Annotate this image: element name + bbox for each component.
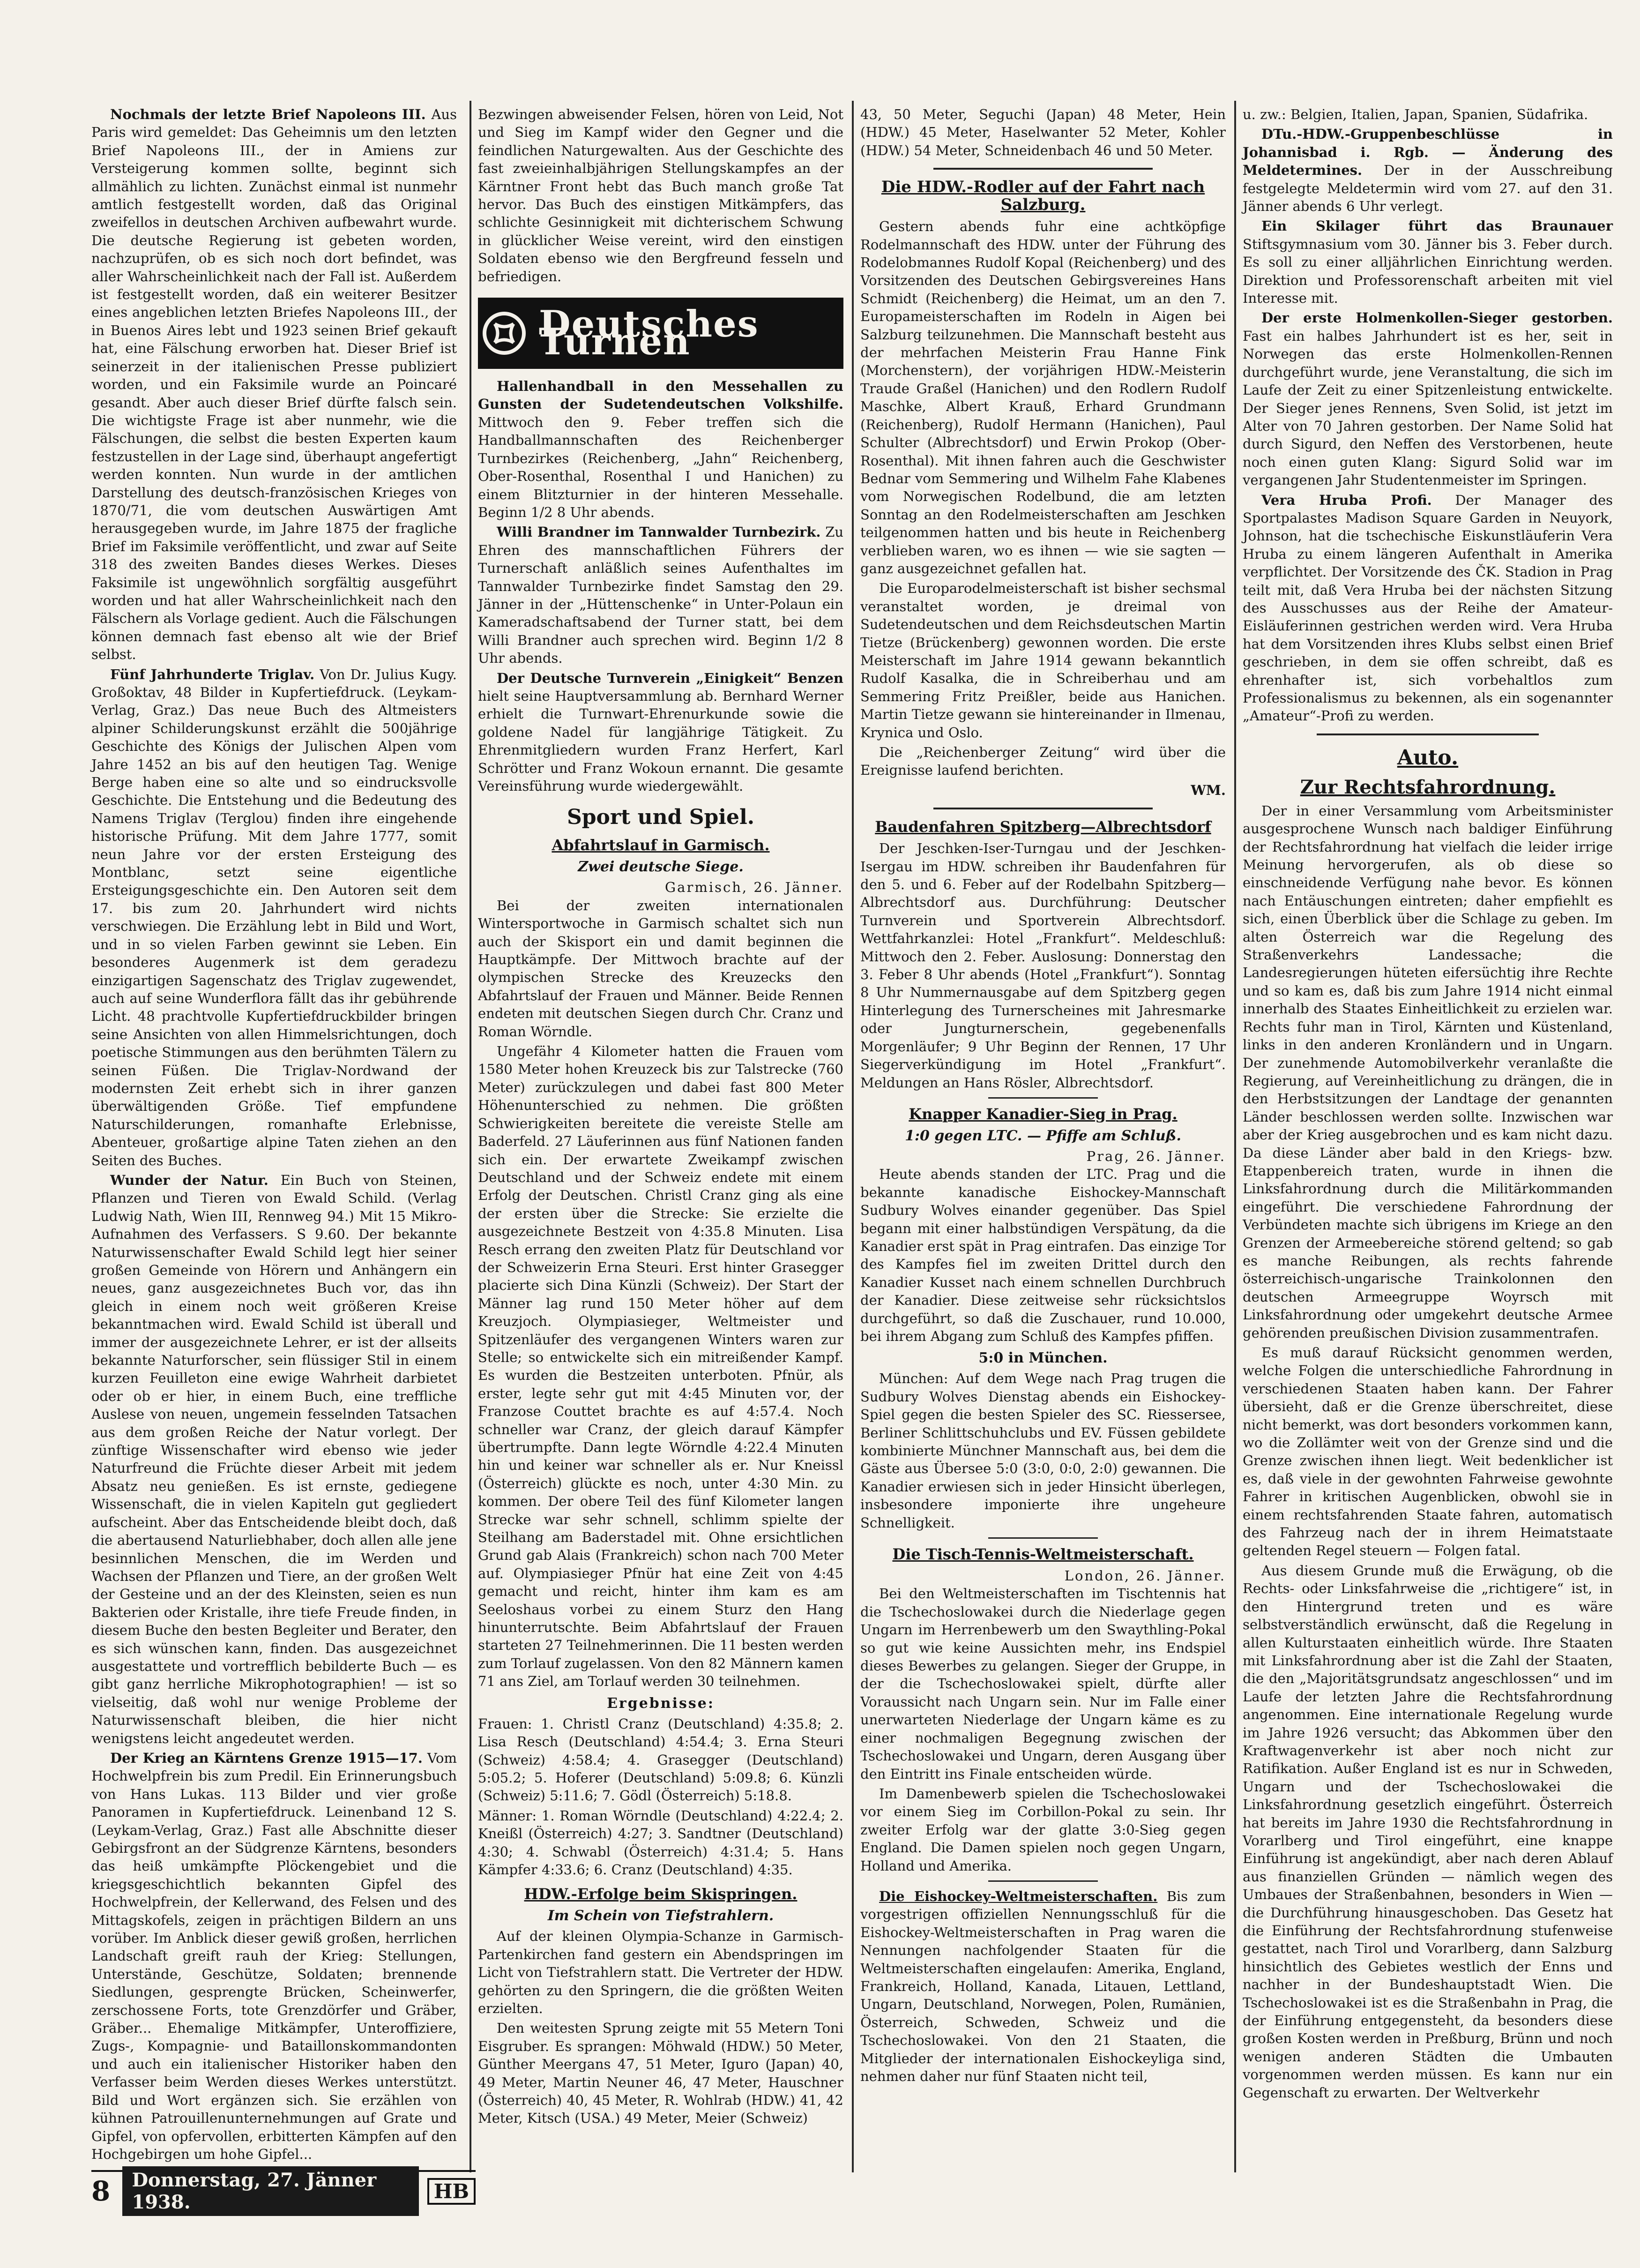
- article-handball: [478, 377, 843, 521]
- headline-garmisch: Abfahrtslauf in Garmisch.: [552, 836, 770, 854]
- article-text: Der Jeschken-Iser-Turngau und der Jeschken-Isergau im HDW. schreiben ihr Baudenfahren für den 5. und 6. Feber auf der Rodelbahn Spitzberg—Albrechtsdorf aus. Durchführung: Deutscher Turnverein und Sportverein Albrechtsdorf. Wettfahrkanzlei: Hotel „Frankfurt“. Meldeschluß: Mittwoch den 2. Feber. Auslosung: Donnerstag den 3. Feber 8 Uhr abends (Hotel „Frankfurt“). Sonntag 8 Uhr Nummernausgabe auf dem Spitzberg gegen Hinterlegung des Turnerscheines mit Jahresmarke oder Jungturnerschein, gegebenenfalls Morgenläufer; 9 Uhr Beginn der Rennen, 17 Uhr Siegerverkündigung im Hotel „Frankfurt“. Meldungen an Hans Rösler, Albrechtsdorf.: [860, 840, 1226, 1091]
- article-triglav: [91, 666, 457, 1169]
- column-2: [478, 105, 843, 2172]
- article-lead: Der erste Holmenkollen-Sieger gestorben.: [1261, 310, 1613, 326]
- article-text: Den weitesten Sprung zeigte mit 55 Metern Toni Eisgruber. Es sprangen: Möhwald (HDW.) 50 Meter, Günther Meergans 47, 51 Meter, Iguro (Japan) 40, 49 Meter, Martin Neuner 46, 47 Meter, Hauschner (Österreich) 40, 45 Meter, R. Wohlrab (HDW.) 41, 42 Meter, Kitsch (USA.) 49 Meter, Meier (Schweiz): [478, 2020, 843, 2126]
- page-footer: [91, 2169, 476, 2213]
- article-lead: Vera Hruba Profi.: [1261, 492, 1432, 508]
- headline-rechtsfahrordnung: Zur Rechtsfahrordnung.: [1300, 776, 1556, 798]
- article-eishockey-wm: [860, 1887, 1226, 2085]
- turner-cross-icon: [481, 310, 528, 357]
- article-text: Die „Reichenberger Zeitung“ wird über die Ereignisse laufend berichten.: [860, 744, 1226, 778]
- section-heading-auto: Auto.: [1397, 745, 1459, 770]
- section-banner-turnen: [478, 298, 843, 369]
- article-lead: Wunder der Natur.: [110, 1172, 268, 1188]
- column-rule: [1234, 101, 1236, 2172]
- article-brandner: [478, 523, 843, 667]
- article-text: Bei den Weltmeisterschaften im Tischtennis hat die Tschechoslowakei durch die Niederlage gegen Ungarn im Herrenbewerb um den Swaythling-Pokal so gut wie keine Aussichten mehr, ins Endspiel dieses Bewerbes zu gelangen. Sieger der Gruppe, in der die Tschechoslowakei spielt, dürfte aller Voraussicht nach Ungarn sein. Nur im Falle einer unerwarteten Niederlage der Ungarn käme es zu einer nochmaligen Begegnung zwischen der Tschechoslowakei und Ungarn, deren Ausgang über den Eintritt ins Finale entscheiden würde.: [860, 1586, 1226, 1782]
- article-text: Vom Hochwelpfrein bis zum Predil. Ein Erinnerungsbuch von Hans Lukas. 113 Bilder und vier große Panoramen in Kupfertiefdruck. Leinenband 12 S. (Leykam-Verlag, Graz.) Fast alle Abschnitte dieser Gebirgsfront an der Südgrenze Kärntens, besonders das heiß umkämpfte Plöckengebiet und die kriegsgeschichtlich bekannten Gipfel des Hochwelpfrein, der Kellerwand, des Felsen und des Mittagskofels, zeigen in prächtigen Bildern an uns vorüber. Im Anblick dieser gewiß großen, herrlichen Landschaft greift rauh der Krieg: Stellungen, Unterstände, Geschütze, Soldaten; brennende Siedlungen, gesprengte Brücken, Scheinwerfer, zerschossene Forts, tote Grenzdörfer und Gräber, Gräber... Ehemalige Mitkämpfer, Unteroffiziere, Zugs-, Kompagnie- und Bataillonskommandonten und auch ein italienischer Historiker haben den Verfasser beim Werden dieses Werkes unterstützt. Bild und Wort ergänzen sich. Sie erzählen von kühnen Patrouillenunternehmungen auf Grate und Gipfel, von opfervollen, erbitterten Kämpfen auf den Hochgebirgen um hohe Gipfel...: [91, 1750, 457, 2162]
- article-text: Fast ein halbes Jahrhundert ist es her, seit in Norwegen das erste Holmenkollen-Rennen durchgeführt wurde, jene Veranstaltung, die sich im Laufe der Zeit zu einer Spitzenleistung entwickelte. Der Sieger jenes Rennens, Sven Solid, ist jetzt im Alter von 70 Jahren gestorben. Der Name Solid hat durch Sigurd, den Neffen des Verstorbenen, heute noch einen guten Klang: Sigurd Solid war im vergangenen Jahr Studentenmeister im Springen.: [1243, 328, 1613, 488]
- headline-tischtennis: Die Tisch-Tennis-Weltmeisterschaft.: [892, 1545, 1194, 1564]
- article-text: Der Manager des Sportpalastes Madison Square Garden in Neuyork, Johnson, hat die tschechische Eiskunstläuferin Vera Hruba zu einem längeren Aufenthalt in Amerika verpflichtet. Der Vorsitzende des ČK. Stadion in Prag teilt mit, daß Vera Hruba bei der nächsten Sitzung des Ausschusses aus der Reihe der Amateur-Eisläuferinnen gestrichen werden wird. Vera Hruba hat dem Vorsitzenden ihres Klubs selbst einen Brief geschrieben, in dem sie offen schreibt, daß es ehrenhafter ist, sich vorbehaltlos zum Professionalismus zu bekennen, als ein sogenannter „Amateur“-Profi zu werden.: [1243, 492, 1613, 724]
- article-text: München: Auf dem Wege nach Prag trugen die Sudbury Wolves Dienstag abends ein Eishockey-Spiel gegen die besten Spieler des SC. Riessersee, Berliner Schlittschuhclubs und EV. Füssen gebildete kombinierte Münchner Mannschaft aus, bei dem die Gäste aus Übersee 5:0 (3:0, 0:0, 2:0) gewannen. Die Kanadier erwiesen sich in jeder Hinsicht überlegen, insbesondere imponierte ihre ungeheure Schnelligkeit.: [860, 1370, 1226, 1531]
- article-text: Bei der zweiten internationalen Wintersportwoche in Garmisch schaltet sich nun auch der Skisport ein und damit beginnen die Hauptkämpfe. Der Mittwoch brachte auf der olympischen Strecke des Kreuzecks den Abfahrtslauf der Frauen und Männer. Beide Rennen endeten mit deutschen Siegen durch Chr. Cranz und Roman Wörndle.: [478, 897, 843, 1040]
- headline-hdw-skispringen: HDW.-Erfolge beim Skispringen.: [524, 1885, 798, 1903]
- article-text: Zu Ehren des mannschaftlichen Führers der Turnerschaft anläßlich seines Aufenthaltes im Tannwalder Turnbezirke findet Samstag den 29. Jänner in der „Hüttenschenke“ in Unter-Polaun ein Kameradschaftsabend der Turner statt, bei dem Willi Brandner auch sprechen wird. Beginn 1/2 8 Uhr abends.: [478, 524, 844, 666]
- results-heading: Ergebnisse:: [607, 1695, 715, 1712]
- article-lead: Ein Skilager führt das Braunauer: [1261, 218, 1613, 234]
- article-vera-hruba: [1243, 491, 1613, 725]
- article-text: Ungefähr 4 Kilometer hatten die Frauen vom 1580 Meter hohen Kreuzeck bis zur Talstrecke (760 Meter) zurückzulegen und dabei fast 800 Meter Höhenunterschied zu nehmen. Die größten Schwierigkeiten bereitete die vereiste Stelle am Baderfeld. 27 Läuferinnen aus fünf Nationen fanden sich ein. Der erwartete Zweikampf zwischen Deutschland und der Schweiz endete mit einem Erfolg der Deutschen. Christl Cranz ging als eine der ersten über die Strecke: Sie erzielte die ausgezeichnete Bestzeit von 4:35.8 Minuten. Lisa Resch errang den zweiten Platz für Deutschland vor der Schweizerin Erna Steuri. Erst hinter Grasegger placierte sich Dina Künzli (Schweiz). Der Start der Männer lag rund 150 Meter höher auf dem Kreuzjoch. Olympiasieger, Weltmeister und Spitzenläufer des vergangenen Winters waren zur Stelle; so entwickelte sich ein mitreißender Kampf. Es wurden die Bestzeiten unterboten. Pfnür, als erster, legte sehr gut mit 4:45 Minuten vor, der Franzose Couttet brachte es auf 4:57.4. Noch schneller war Cranz, der gleich darauf Kämpfer übertrumpfte. Dann legte Wörndle 4:22.4 Minuten hin und keiner war schneller als er. Nur Kneissl (Österreich) glückte es noch, unter 4:30 Min. zu kommen. Der obere Teil des fünf Kilometer langen Strecke war sehr schnell, schlimm spielte der Steilhang am Baderstadel mit. Ohne ersichtlichen Grund gab Alais (Frankreich) schon nach 700 Meter auf. Olympiasieger Pfnür hat eine Zeit von 4:45 gemacht und reicht, hinter ihm kam es am Seeloshaus vorbei zu einem Sturz den Hang hinunterrutschte. Beim Abfahrtslauf der Frauen starteten 27 Teilnehmerinnen. Die 11 besten werden zum Torlauf zugelassen. Von den 82 Männern kamen 71 ans Ziel, am Torlauf werden 30 teilnehmen.: [478, 1043, 843, 1690]
- subheadline: Zwei deutsche Siege.: [578, 859, 744, 876]
- divider: [933, 808, 1153, 809]
- article-text: Mittwoch den 9. Feber treffen sich die Handballmannschaften des Reichenberger Turnbezirkes (Reichenberg, „Jahn“ Reichenberg, Ober-Rosenthal, Rosenthal I und Hanichen) zu einem Blitzturnier in der hinteren Messehalle. Beginn 1/2 8 Uhr abends.: [478, 414, 843, 520]
- column-1: [91, 105, 457, 2162]
- publisher-mark: HB: [427, 2178, 476, 2205]
- article-lead: Fünf Jahrhunderte Triglav.: [110, 666, 315, 682]
- article-lead: DTu.-HDW.-Gruppenbeschlüsse in Johannisbad i. Rgb. — Änderung des Meldetermines.: [1243, 126, 1613, 179]
- article-text: Der in einer Versammlung vom Arbeitsminister ausgesprochene Wunsch nach baldiger Einführung der Rechtsfahrordnung hat vielfach die leider irrige Meinung hervorgerufen, als ob diese so einschneidende Verfügung nahe bevor. Es können nach Entäuschungen eintreten; daher empfiehlt es sich, einen Überblick über die Schlage zu geben. Im alten Österreich war die Regelung des Straßenverkehrs Landessache; die Landesregierungen hüteten eifersüchtig ihre Rechte und so kam es, daß bis zum Jahre 1914 nicht einmal innerhalb des Staates Einheitlichkeit zu erzielen war. Rechts fuhr man in Tirol, Kärnten und Küstenland, links in den anderen Kronländern und in Ungarn. Der zunehmende Automobilverkehr veranlaßte die Regierung, auf Vereinheitlichung zu drängen, die in den Herbstsitzungen der Landtage der genannten Länder beschlossen werden sollte. Inzwischen war aber der Krieg ausgebrochen und es kam nicht dazu. Da diese Länder aber bald in den Kriegs- bzw. Etappenbereich traten, wurde in ihnen die Linksfahrordnung durch die Militärkommanden eingeführt. Die verschiedene Fahrordnung der Verbündeten machte sich übrigens im Kriege an den Grenzen der Armeebereiche störend geltend; so gab es manche Reibungen, als rechts fahrende österreichisch-ungarische Trainkolonnen den deutschen Armeegruppe Woyrsch mit Linksfahrordnung oder umgekehrt deutsche Armee gehörenden preußischen Division zusammentrafen.: [1243, 802, 1613, 1341]
- column-rule: [470, 101, 471, 2172]
- dateline: Prag, 26. Jänner.: [1086, 1148, 1226, 1164]
- divider: [988, 1537, 1098, 1539]
- article-text: Der in der Ausschreibung festgelegte Meldetermin wird vom 27. auf den 31. Jänner abends 6 Uhr verlegt.: [1243, 162, 1613, 215]
- issue-date: Donnerstag, 27. Jänner 1938.: [122, 2166, 418, 2216]
- article-continued: 43, 50 Meter, Seguchi (Japan) 48 Meter, Hein (HDW.) 45 Meter, Haselwanter 52 Meter, Kohler (HDW.) 54 Meter, Schneidenbach 46 und 50 Meter.: [860, 106, 1226, 158]
- article-text: Aus Paris wird gemeldet: Das Geheimnis um den letzten Brief Napoleons III., der in Amiens zur Versteigerung kommen sollte, beginnt sich allmählich zu lichten. Zunächst einmal ist nunmehr amtlich festgestellt worden, daß das Original zweifellos in deutschen Archiven aufbewahrt wurde. Die deutsche Regierung ist gebeten worden, nachzuprüfen, ob es sich noch dort befindet, was aller Wahrscheinlichkeit nach der Fall ist. Außerdem ist festgestellt worden, daß ein weiterer Besitzer eines angeblichen letzten Briefes Napoleons III., der in Buenos Aires lebt und 1923 seinen Brief gekauft hat, eine Fälschung erworben hat. Dieser Brief ist seinerzeit in der italienischen Presse publiziert worden, und ein Faksimile wurde an Poincaré gesandt. Aber auch dieser Brief dürfte falsch sein. Die wichtigste Frage ist aber nunmehr, wie die Fälschungen, die selbst die besten Experten kaum festzustellen in der Lage sind, überhaupt angefertigt werden konnten. Nun wurde in der amtlichen Darstellung des deutsch-französischen Krieges von 1870/71, die vom deutschen Auswärtigen Amt herausgegeben wurde, im Jahre 1875 der fragliche Brief im Faksimile veröffentlicht, und zwar auf Seite 318 des zweiten Bandes dieses Werkes. Dieses Faksimile ist ungewöhnlich sorgfältig ausgeführt worden und hat aller Wahrscheinlichkeit nach den Fälschern als Vorlage gedient. Auch die Fälschungen können demnach fast ebenso alt wie der Brief selbst.: [91, 106, 457, 663]
- column-rule: [852, 101, 854, 2172]
- dateline: Garmisch, 26. Jänner.: [665, 879, 843, 896]
- article-wunder-natur: [91, 1171, 457, 1747]
- subheadline: Im Schein von Tiefstrahlern.: [547, 1908, 774, 1924]
- article-text: Bis zum vorgestrigen offiziellen Nennungsschluß für die Eishockey-Weltmeisterschaften in Prag waren die Nennungen nachfolgender Staaten für die Weltmeisterschaften eingelaufen: Amerika, England, Frankreich, Holland, Kanada, Litauen, Lettland, Ungarn, Deutschland, Norwegen, Polen, Rumänien, Österreich, Schweden, Schweiz und die Tschechoslowakei. Von den 21 Staaten, die Mitglieder der internationalen Eishockeyliga sind, nehmen daher nur fünf Staaten nicht teil,: [860, 1888, 1226, 2084]
- article-lead: Willi Brandner im Tannwalder Turnbezirk.: [497, 524, 821, 540]
- author-signature: WM.: [1191, 782, 1226, 798]
- article-kaernten: [91, 1749, 457, 2163]
- article-napoleon: [91, 105, 457, 664]
- article-johannisbad: [1243, 125, 1613, 215]
- article-text: Die Europarodelmeisterschaft ist bisher sechsmal veranstaltet worden, je dreimal von Sudetendeutschen und dem Reichsdeutschen Martin Tietze (Brückenberg) gewonnen worden. Die erste Meisterschaft im Jahre 1914 gewann bekanntlich Rudolf Kasalka, die in Schreiberhau und am Semmering Fritz Preißler, beide aus Hanichen. Martin Tietze gewann sie hintereinander in Ilmenau, Krynica und Oslo.: [860, 580, 1226, 741]
- results-list: [478, 1715, 843, 1879]
- article-skilager: [1243, 217, 1613, 307]
- headline-kanadier: Knapper Kanadier-Sieg in Prag.: [909, 1105, 1178, 1123]
- article-text: hielt seine Hauptversammlung ab. Bernhard Werner erhielt die Turnwart-Ehrenurkunde sowie die goldene Nadel für langjährige Tätigkeit. Zu Ehrenmitgliedern wurden Franz Herfert, Karl Schrötter und Franz Wokoun ernannt. Die gesamte Vereinsführung wurde wiedergewählt.: [478, 688, 843, 794]
- subheadline-muenchen: 5:0 in München.: [978, 1350, 1108, 1367]
- divider: [1317, 734, 1539, 735]
- column-4: [1243, 105, 1613, 2172]
- article-text: Heute abends standen der LTC. Prag und die bekannte kanadische Eishockey-Mannschaft Sudbury Wolves einander gegenüber. Das Spiel begann mit einer halbstündigen Verspätung, da die Kanadier erst spät in Prag eintrafen. Das einzige Tor des Kampfes fiel im zweiten Drittel durch den Kanadier Kusset nach einem schnellen Durchbruch der Kanadier. Diese zeitweise sehr rücksichtslos durchgeführt, so daß die Zuschauer, rund 10.000, bei ihrem Abgang zum Schluß des Kampfes pfiffen.: [860, 1166, 1226, 1344]
- article-text: Gestern abends fuhr eine achtköpfige Rodelmannschaft des HDW. unter der Führung des Rodelobmannes Rudolf Kopal (Reichenberg) und des Vorsitzenden des Deutschen Gebirgsvereines Hans Schmidt (Reichenberg) die Heimat, um an den 7. Europameisterschaften im Rodeln in Aigen bei Salzburg teilzunehmen. Die Mannschaft besteht aus der mehrfachen Meisterin Frau Hanne Fink (Morchenstern), der vorjährigen HDW.-Meisterin Traude Graßel (Hanichen) und den Rodlern Rudolf Maschke, Albert Krauß, Erhard Grundmann (Reichenberg), Rudolf Hermann (Hanichen), Paul Schulter (Albrechtsdorf) und Erwin Prokop (Ober-Rosenthal). Mit ihnen fahren auch die Geschwister Bednar vom Semmering und Wilhelm Fahe Klabenes vom Norwegischen Rodelbund, die am letzten Sonntag an den Rodelmeisterschaften am Jeschken teilgenommen hatten und bis heute in Reichenberg verblieben waren, wo es ihnen — wie sie sagten — ganz ausgezeichnet gefallen hat.: [860, 218, 1226, 576]
- column-3: [860, 105, 1226, 2172]
- divider: [988, 1097, 1098, 1099]
- article-text: Auf der kleinen Olympia-Schanze in Garmisch-Partenkirchen fand gestern ein Abendspringen im Licht von Tiefstrahlern statt. Die Vertreter der HDW. gehörten zu den Springern, die die größten Weiten erzielten.: [478, 1928, 843, 2016]
- article-lead: Nochmals der letzte Brief Napoleons III.: [110, 106, 426, 122]
- article-continued: u. zw.: Belgien, Italien, Japan, Spanien, Südafrika.: [1243, 106, 1588, 122]
- subheadline: 1:0 gegen LTC. — Pfiffe am Schluß.: [905, 1127, 1181, 1144]
- dateline: London, 26. Jänner.: [1064, 1568, 1226, 1584]
- article-text: Ein Buch von Steinen, Pflanzen und Tieren von Ewald Schild. (Verlag Ludwig Nath, Wien III, Rennweg 94.) Mit 15 Mikro-Aufnahmen des Verfassers. S 9.60. Der bekannte Naturwissenschafter Ewald Schild legt hier seiner großen Gemeinde von Hörern und Anhängern ein neues, ganz ausgezeichnetes Buch vor, das ihn gleich in einem noch weit größeren Kreise bekanntmachen wird. Ewald Schild ist überall und immer der ausgezeichnete Lehrer, er ist der allseits bekannte Naturforscher, sein flüssiger Stil in einem kurzen Feuilleton eine ewige Wahrheit darbietet oder ob er hier, in einem Buch, eine treffliche Auslese von neuen, ungemein fesselnden Tatsachen aus dem großen Reiche der Natur vorlegt. Der zünftige Wissenschafter wird ebenso wie jeder Naturfreund die Früchte dieser Arbeit mit jedem Absatz neu genießen. Es ist ernste, gediegene Wissenschaft, die in vielen Kapiteln gut gegliedert aufscheint. Aber das Entscheidende bleibt doch, daß die abertausend Naturliebhaber, doch allen alle jene besinnlichen Menschen, die im Werden und Wachsen der Pflanzen und Tiere, an der großen Welt der Gesteine und an der des Kleinsten, seien es nun Bakterien oder Kristalle, ihre tiefe Freude finden, in diesem Buche den besten Begleiter und Berater, den es sich wünschen kann, finden. Das ausgezeichnet ausgestattete und vortrefflich bebilderte Buch — es gibt ganz herrliche Mikrophotographien! — ist so vielseitig, daß wohl nur wenige Probleme der Naturwissenschaft bleiben, die hier nicht wenigstens leicht angedeutet werden.: [91, 1172, 457, 1746]
- results-women: Frauen: 1. Christl Cranz (Deutschland) 4:35.8; 2. Lisa Resch (Deutschland) 4:54.4; 3. Erna Steuri (Schweiz) 4:58.4; 4. Grasegger (Deutschland) 5:05.2; 5. Hoferer (Deutschland) 5:09.8; 6. Künzli (Schweiz) 5:11.6; 7. Gödl (Österreich) 5:18.8.: [478, 1715, 843, 1804]
- article-text: Im Damenbewerb spielen die Tschechoslowakei vor einem Sieg im Corbillon-Pokal zu sein. Ihr zweiter Erfolg war der glatte 3:0-Sieg gegen England. Die Damen spielen noch gegen Ungarn, Holland und Amerika.: [860, 1785, 1226, 1874]
- article-text: Aus diesem Grunde muß die Erwägung, ob die Rechts- oder Linksfahrweise die „richtigere“ ist, in den Hintergrund treten und es wäre selbstverständlich erwünscht, daß die Regelung in allen Kulturstaaten einheitlich würde. Ihre Staaten mit Linksfahrordnung aber ist die Zahl der Staaten, die den „Majoritätsgrundsatz angeschlossen“ und im Laufe der letzten Jahre die Rechtsfahrordnung angenommen. Eine internationale Regelung wurde im Jahre 1926 versucht; das Abkommen über den Kraftwagenverkehr ist aber noch nicht zur Ratifikation. Außer England ist es nur in Schweden, Ungarn und der Tschechoslowakei die Linksfahrordnung gesetzlich eingeführt. Österreich hat bereits im Jahre 1930 die Rechtsfahrordnung in Vorarlberg und Tirol eingeführt, eine knappe Einführung ist angekündigt, aber nach deren Ablauf aus finanziellen Gründen — nämlich wegen des Umbaues der Straßenbahnen, besonders in Wien — die Durchführung hinausgeschoben. Das Gesetz hat die Einführung der Rechtsfahrordnung stufenweise gestattet, nach Tirol und Vorarlberg, dann Salzburg hinsichtlich des Gebietes westlich der Enns und nachher in der Bundeshauptstadt Wien. Die Tschechoslowakei ist es die Straßenbahn in Prag, die der Einführung entgegensteht, da besonders diese großen Kosten werden in Preßburg, Brünn und noch wenigen anderen Städten die Umbauten vorgenommen werden müssen. Es kann nur ein Gegenschaft zu erwarten. Der Weltverkehr: [1243, 1562, 1613, 2101]
- article-text: Es muß darauf Rücksicht genommen werden, welche Folgen die unterschiedliche Fahrordnung in verschiedenen Staaten haben kann. Der Fahrer übersieht, daß er die Grenze überschreitet, diese nicht bemerkt, was dort besonders vorkommen kann, wo die Zollämter weit von der Grenze sind und die Grenze zwischen ihnen liegt. Weit bedenklicher ist es, daß viele in der gewohnten Fahrweise gewohnte Fahrer in kritischen Augenblicken, obwohl sie in einem rechtsfahrenden Staate fahren, automatisch des Fahrzeug nach der in ihrem Heimatstaate geltenden Regel steuern — Folgen fatal.: [1243, 1345, 1613, 1559]
- headline-rodler: Die HDW.-Rodler auf der Fahrt nach Salzburg.: [881, 178, 1205, 215]
- results-men: Männer: 1. Roman Wörndle (Deutschland) 4:22.4; 2. Kneißl (Österreich) 4:27; 3. Sandtner (Deutschland) 4:30; 4. Schwabl (Österreich) 4:31.4; 5. Hans Kämpfer 4:33.6; 6. Cranz (Deutschland) 4:35.: [478, 1807, 843, 1878]
- article-continued: Bezwingen abweisender Felsen, hören von Leid, Not und Sieg im Kampf wider den Gegner und die feindlichen Naturgewalten. Aus der Geschichte des fast zweieinhalbjährigen Stellungskampfes an der Kärntner Front hebt das Buch manch große Tat hervor. Das Buch des einstigen Mitkämpfers, das schlichte Gesinnigkeit mit dichterischem Schwung in glücklicher Weise vereint, wird den einstigen Soldaten ebenso wie den Bergfreund fesseln und befriedigen.: [478, 106, 843, 284]
- article-text: Stiftsgymnasium vom 30. Jänner bis 3. Feber durch. Es soll zu einer alljährlichen Einrichtung werden. Direktion und Professorenschaft arbeiten mit viel Interesse mit.: [1243, 236, 1613, 307]
- article-lead: Hallenhandball in den Messehallen zu Gunsten der Sudetendeutschen Volkshilfe.: [478, 378, 843, 412]
- article-lead: Der Krieg an Kärntens Grenze 1915—17.: [110, 1750, 423, 1766]
- article-holmenkollen: [1243, 309, 1613, 489]
- section-heading-sport: Sport und Spiel.: [567, 805, 755, 830]
- article-einigkeit: [478, 669, 843, 795]
- divider: [988, 1880, 1098, 1882]
- headline-baudenfahren: Baudenfahren Spitzberg—Albrechtsdorf: [875, 818, 1211, 836]
- article-text: Von Dr. Julius Kugy. Großoktav, 48 Bilder in Kupfertiefdruck. (Leykam-Verlag, Graz.) Das neue Buch des Altmeisters alpiner Schilderungskunst erzählt die 500jährige Geschichte des Königs der Julischen Alpen vom Jahre 1452 an bis auf den heutigen Tag. Wenige Berge haben eine so alte und so eindrucksvolle Geschichte. Die Entstehung und die Bedeutung des Namens Triglav (Terglou) finden ihre eingehende historische Prüfung. Mit dem Jahre 1777, somit neun Jahre vor der ersten Ersteigung des Montblanc, setzt seine eigentliche Ersteigungsgeschichte ein. Den Autoren seit dem 17. bis zum 20. Jahrhundert wird nichts verschwiegen. Die Erzählung lebt in Bild und Wort, und in so vielen Farben gewinnt sie Leben. Ein besonderes Augenmerk ist dem geradezu einzigartigen Sagenschatz des Triglav zugewendet, auch auf seine Wunderflora fällt das ihr gebührende Licht. 48 prachtvolle Kupfertiefdruckbilder bringen seine Ansichten von allen Himmelsrichtungen, doch poetische Stimmungen aus den berühmten Tälern zu seinen Füßen. Die Triglav-Nordwand der modernsten Zeit erhebt sich in ihrer ganzen überwältigenden Größe. Tief empfundene Naturschilderungen, romanhafte Erlebnisse, Abenteuer, großartige alpine Taten ziehen an den Seiten des Buches.: [91, 666, 457, 1168]
- article-lead: Die Eishockey-Weltmeisterschaften.: [879, 1888, 1158, 1904]
- page-number: 8: [91, 2175, 111, 2207]
- section-title: Deutsches Turnen: [539, 302, 759, 364]
- divider: [933, 168, 1153, 170]
- article-lead: Der Deutsche Turnverein „Einigkeit“ Benzen: [497, 670, 843, 686]
